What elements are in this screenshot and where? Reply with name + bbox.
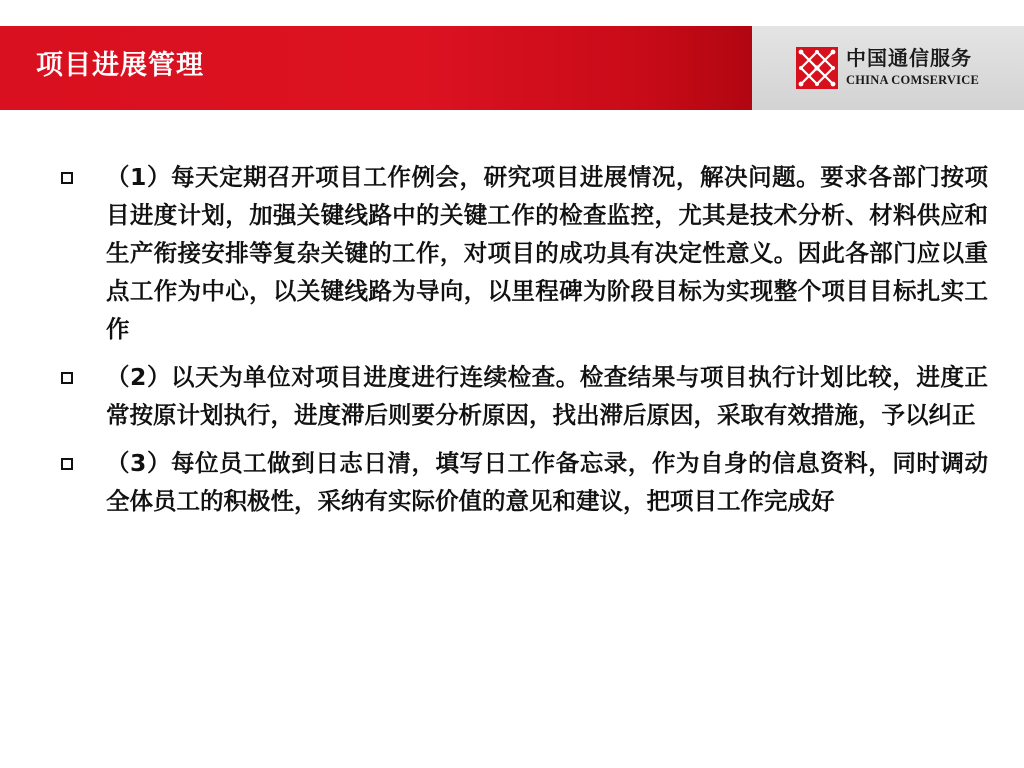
bullet-list [58, 158, 988, 530]
page-title: 项目进展管理 [36, 50, 204, 81]
list-item-text: （2）以天为单位对项目进度进行连续检查。检查结果与项目执行计划比较，进度正常按原计划执行，进度滞后则要分析原因，找出滞后原因，采取有效措施，予以纠正 [106, 363, 988, 429]
list-item [58, 158, 988, 348]
china-comservice-logo-icon [796, 47, 838, 89]
list-item [58, 444, 988, 520]
list-item [58, 358, 988, 434]
list-item-text: （1）每天定期召开项目工作例会，研究项目进展情况，解决问题。要求各部门按项目进度计划，加强关键线路中的关键工作的检查监控，尤其是技术分析、材料供应和生产衔接安排等复杂关键的工作，对项目的成功具有决定性意义。因此各部门应以重点工作为中心，以关键线路为导向，以里程碑为阶段目标为实现整个项目目标扎实工作 [106, 163, 988, 343]
square-bullet-icon [61, 172, 73, 184]
title-banner [0, 26, 752, 110]
list-item-text: （3）每位员工做到日志日清，填写日工作备忘录，作为自身的信息资料，同时调动全体员工的积极性，采纳有实际价值的意见和建议，把项目工作完成好 [106, 449, 988, 515]
square-bullet-icon [61, 372, 73, 384]
square-bullet-icon [61, 458, 73, 470]
logo-name-en: CHINA COMSERVICE [846, 73, 979, 87]
logo-name-cn: 中国通信服务 [846, 46, 972, 70]
logo-panel [752, 26, 1024, 110]
